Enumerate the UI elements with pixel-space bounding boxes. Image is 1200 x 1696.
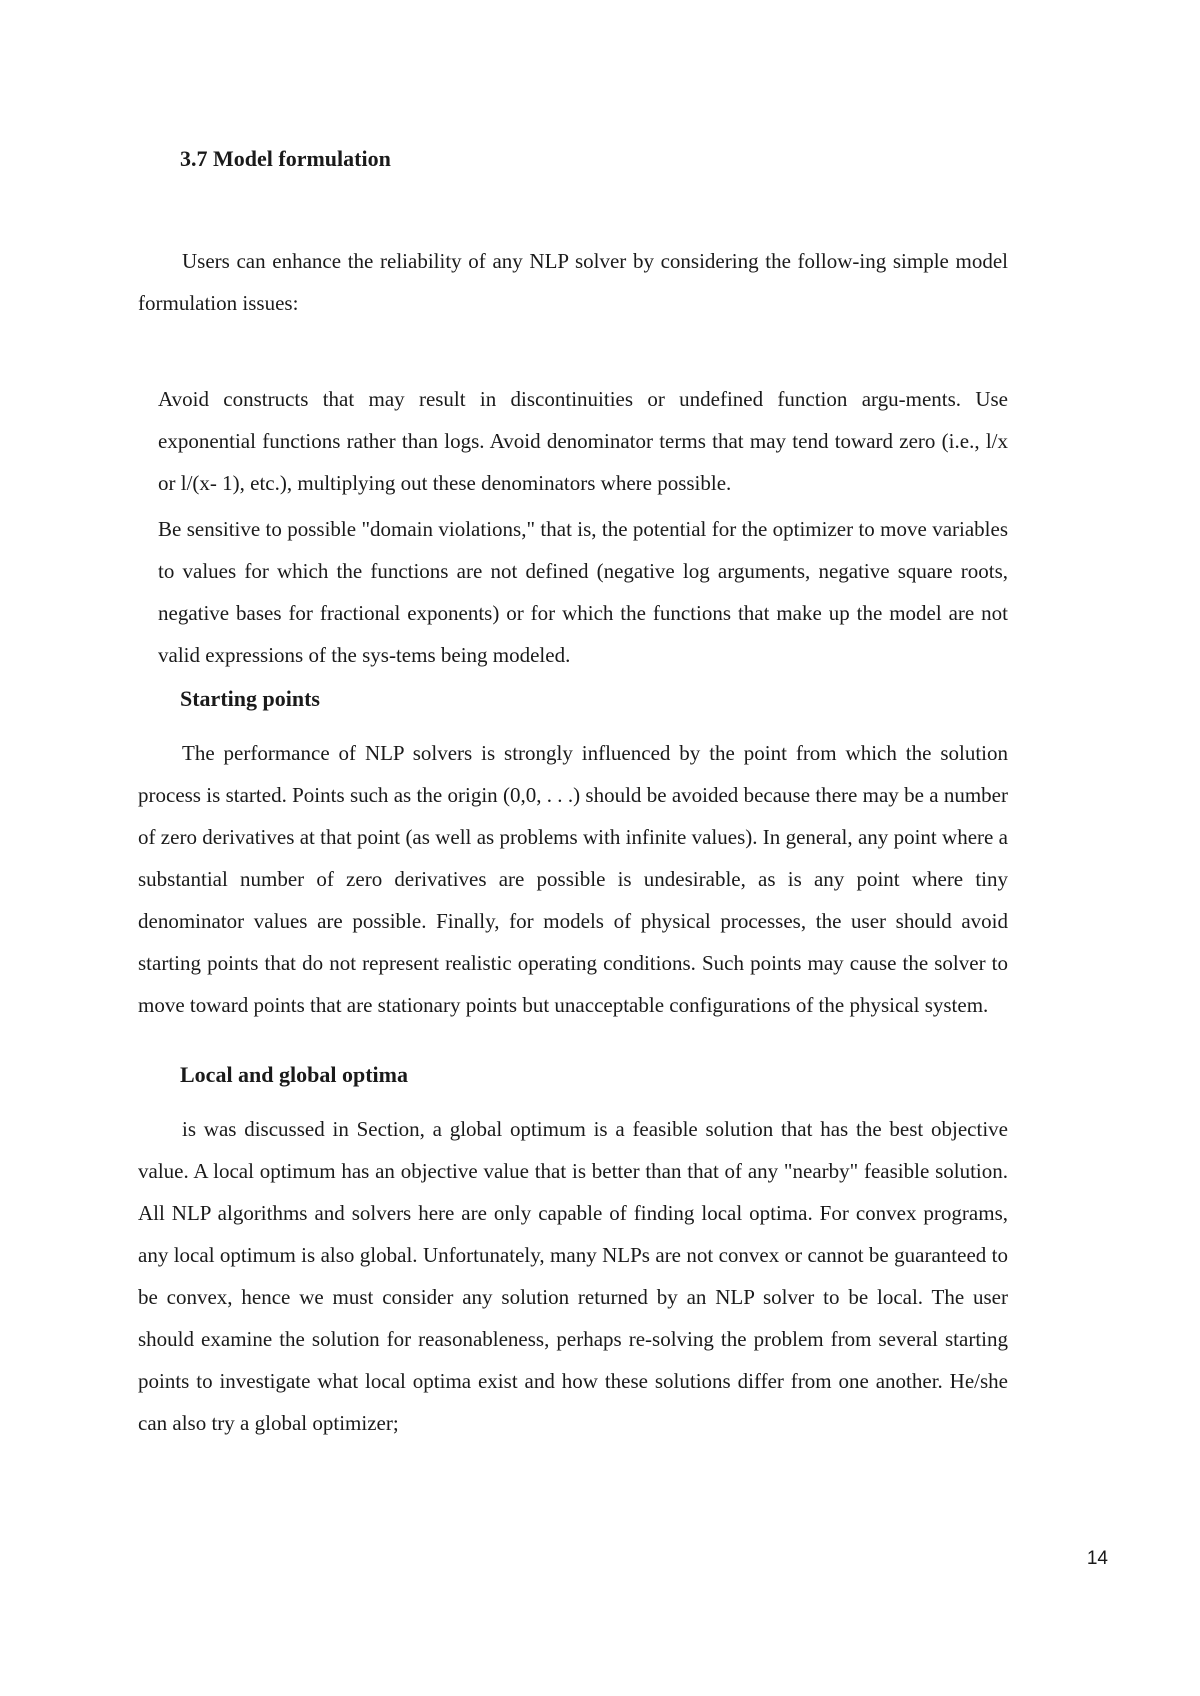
starting-points-paragraph: The performance of NLP solvers is strongly influenced by the point from which the solution process is started. Points such as the origin (0,0, . . .) should be avoided because there may be a number of zero derivatives at that point (as well as problems with infinite values). In general, any point where a substantial number of zero derivatives are possible is undesirable, as is any point where tiny denominator values are possible. Finally, for models of physical processes, the user should avoid starting points that do not represent realistic operating conditions. Such points may cause the solver to move toward points that are stationary points but unacceptable configurations of the physical system. (138, 741, 1008, 1017)
optima-heading: Local and global optima (180, 1062, 408, 1087)
section-heading: 3.7 Model formulation (180, 146, 391, 171)
issue-item-discontinuities: Avoid constructs that may result in discontinuities or undefined function argu-ments. Use exponential functions rather than logs. Avoid denominator terms that may tend toward zero (i.e., l/x or l/(x- 1), etc.), multiplying out these denominators where possible. (158, 387, 1008, 495)
starting-points-heading: Starting points (180, 686, 320, 711)
issue-item-domain-violations: Be sensitive to possible "domain violations," that is, the potential for the optimizer to move variables to values for which the functions are not defined (negative log arguments, negative square roots, negative bases for fractional exponents) or for which the functions that make up the model are not valid expressions of the sys-tems being modeled. (158, 517, 1008, 667)
intro-paragraph: Users can enhance the reliability of any NLP solver by considering the follow-ing simple model formulation issues: (138, 249, 1008, 315)
optima-paragraph: is was discussed in Section, a global optimum is a feasible solution that has the best objective value. A local optimum has an objective value that is better than that of any "nearby" feasible solution. All NLP algorithms and solvers here are only capable of finding local optima. For convex programs, any local optimum is also global. Unfortunately, many NLPs are not convex or cannot be guaranteed to be convex, hence we must consider any solution returned by an NLP solver to be local. The user should examine the solution for reasonableness, perhaps re-solving the problem from several starting points to investigate what local optima exist and how these solutions differ from one another. He/she can also try a global optimizer; (138, 1117, 1008, 1435)
page-number: 14 (1086, 1548, 1108, 1569)
